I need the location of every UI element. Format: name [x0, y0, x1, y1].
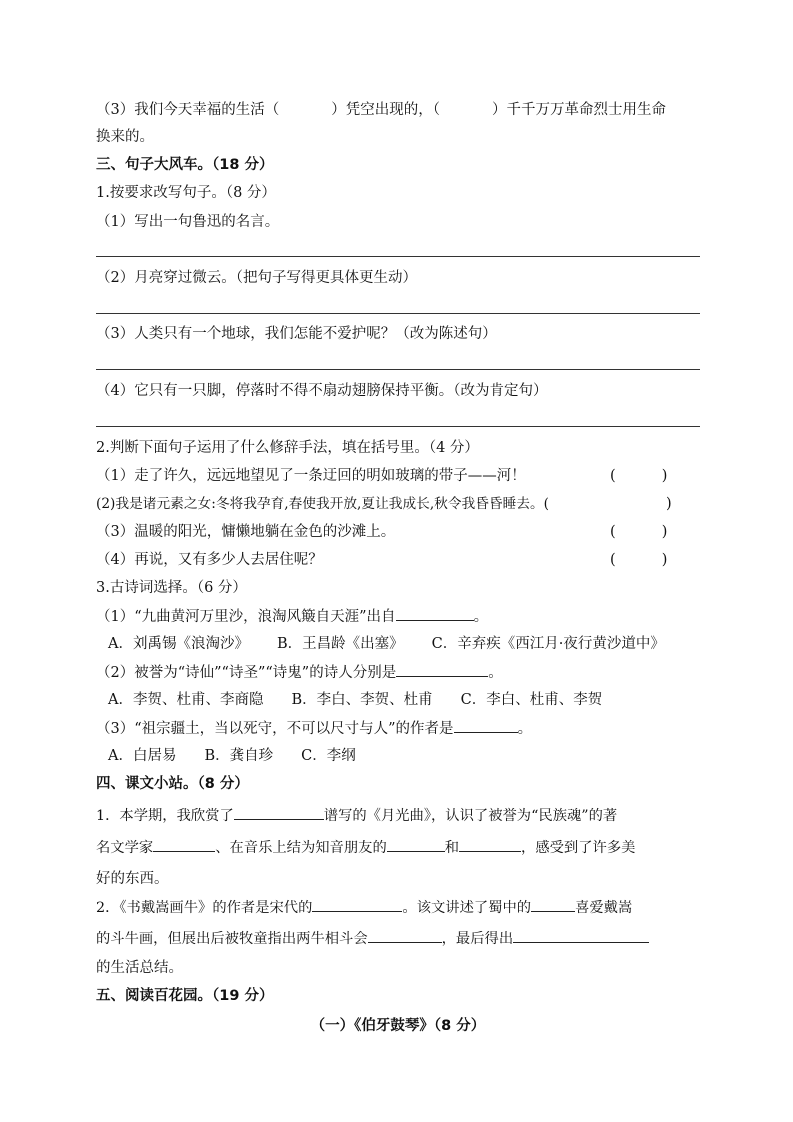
poem-options-3: A．白居易 B．龚自珍 C．李纲 [108, 748, 356, 764]
text-question-1-line3: 好的东西。 [96, 871, 169, 887]
rhetoric-item-1: （1）走了许久，远远地望见了一条迂回的明如玻璃的带子——河！ [96, 468, 526, 484]
fill-question-3-cont: 换来的。 [96, 129, 154, 145]
fill-question-3: （3）我们今天幸福的生活（ ）凭空出现的，（ ）千千万万革命烈士用生命 [96, 102, 666, 118]
section-3-title: 三、句子大风车。（18 分） [96, 157, 274, 173]
answer-paren[interactable]: ( ) [610, 524, 668, 540]
q2-title: 2.判断下面句子运用了什么修辞手法，填在括号里。（4 分） [96, 440, 479, 456]
answer-blank[interactable] [513, 928, 649, 943]
answer-line[interactable] [96, 256, 700, 257]
answer-blank[interactable] [279, 100, 331, 114]
text-question-2-line3: 的生活总结。 [96, 960, 183, 976]
text-question-1-line1: 1．本学期，我欣赏了 谱写的《月光曲》，认识了被誉为“民族魂”的著 [96, 805, 700, 826]
rhetoric-item-4: （4）再说，又有多少人去居住呢？ [96, 552, 323, 568]
answer-blank[interactable] [153, 837, 215, 852]
text-question-1-line2: 名文学家 、在音乐上结为知音朋友的 和 ，感受到了许多美 [96, 837, 700, 858]
answer-blank[interactable] [234, 805, 324, 820]
answer-paren[interactable]: ( ) [610, 468, 668, 484]
rewrite-item-3: （3）人类只有一个地球，我们怎能不爱护呢？（改为陈述句） [96, 326, 497, 342]
poem-options-2: A．李贺、杜甫、李商隐 B．李白、李贺、杜甫 C．李白、杜甫、李贺 [108, 692, 603, 708]
answer-blank[interactable] [368, 928, 442, 943]
rewrite-item-2: （2）月亮穿过微云。（把句子写得更具体更生动） [96, 270, 417, 286]
rewrite-item-1: （1）写出一句鲁迅的名言。 [96, 214, 280, 230]
answer-blank[interactable] [396, 606, 474, 621]
answer-paren[interactable]: ) [666, 496, 672, 512]
text-question-2-line1: 2．《书戴嵩画牛》的作者是宋代的 。该文讲述了蜀中的 喜爱戴嵩 [96, 897, 700, 918]
text-question-2-line2: 的斗牛画，但展出后被牧童指出两牛相斗会 ，最后得出 [96, 928, 700, 949]
answer-line[interactable] [96, 313, 700, 314]
rewrite-item-4: （4）它只有一只脚，停落时不得不扇动翅膀保持平衡。（改为肯定句） [96, 383, 548, 399]
answer-line[interactable] [96, 426, 700, 427]
poem-question-2: （2）被誉为“诗仙”“诗圣”“诗鬼”的诗人分别是 。 [96, 662, 700, 683]
answer-blank[interactable] [312, 897, 402, 912]
answer-blank[interactable] [396, 662, 488, 677]
answer-blank[interactable] [531, 897, 575, 912]
answer-line[interactable] [96, 369, 700, 370]
rhetoric-item-2: (2)我是诸元素之女:冬将我孕育,春使我开放,夏让我成长,秋令我昏昏睡去。( [96, 496, 550, 512]
q3-title: 3.古诗词选择。（6 分） [96, 580, 247, 596]
section-5-title: 五、阅读百花园。（19 分） [96, 988, 274, 1004]
answer-blank[interactable] [387, 837, 445, 852]
answer-blank[interactable] [454, 718, 518, 733]
answer-paren[interactable]: ( ) [610, 552, 668, 568]
answer-blank[interactable] [440, 100, 492, 114]
rhetoric-item-3: （3）温暖的阳光，慵懒地躺在金色的沙滩上。 [96, 524, 396, 540]
section-4-title: 四、课文小站。（8 分） [96, 776, 249, 792]
q1-title: 1.按要求改写句子。（8 分） [96, 185, 276, 201]
poem-question-1: （1）“九曲黄河万里沙，浪淘风簸自天涯”出自 。 [96, 606, 700, 627]
poem-question-3: （3）“祖宗疆土，当以死守，不可以尺寸与人”的作者是 。 [96, 718, 700, 739]
answer-blank[interactable] [459, 837, 521, 852]
poem-options-1: A．刘禹锡《浪淘沙》 B．王昌龄《出塞》 C．辛弃疾《西江月·夜行黄沙道中》 [108, 636, 665, 652]
reading-subtitle: （一）《伯牙鼓琴》（8 分） [310, 1018, 486, 1034]
